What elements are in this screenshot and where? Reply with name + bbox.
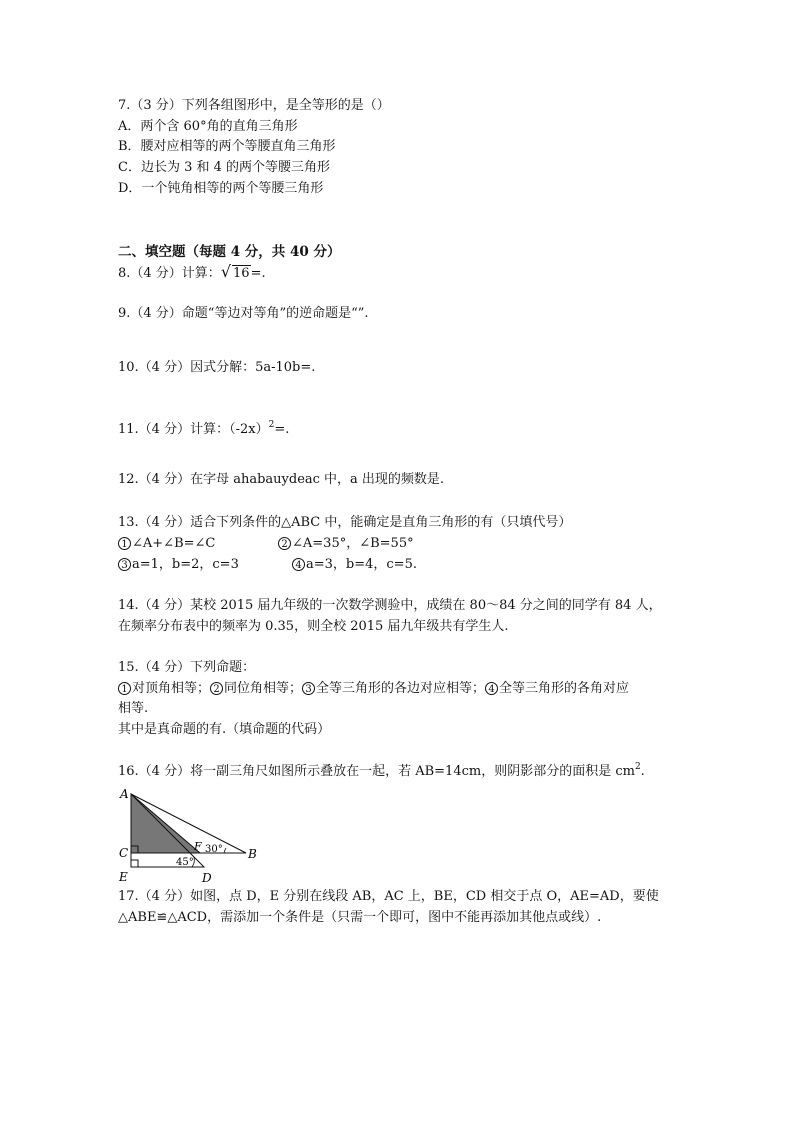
q16-prefix: 16.（4 分）将一副三角尺如图所示叠放在一起，若 AB=14cm，则阴影部分的面积是 cm [118, 764, 635, 779]
label-b: B [248, 847, 257, 861]
label-d: D [202, 871, 212, 885]
q16-exponent: 2 [634, 762, 641, 772]
sqrt-symbol: √ 16 [220, 262, 250, 281]
q7-option-c: C．边长为 3 和 4 的两个等腰三角形 [118, 160, 331, 175]
circled-number: 1 [118, 682, 131, 695]
q8-radicand: 16 [233, 266, 250, 281]
section-title: 二、填空题（每题 4 分，共 40 分） [118, 244, 341, 260]
q11-exponent: 2 [268, 420, 275, 430]
q11-suffix: =. [274, 422, 290, 437]
triangle-rulers-figure [114, 786, 274, 886]
q13-condition-4: 4 a=3，b=4，c=5. [292, 557, 417, 573]
q13-condition-3: 3 a=1，b=2，c=3 [118, 557, 239, 573]
q7-option-a: A．两个含 60°角的直角三角形 [118, 119, 298, 134]
q14-line2: 在频率分布表中的频率为 0.35，则全校 2015 届九年级共有学生人. [118, 619, 509, 634]
circled-number: 2 [210, 682, 223, 695]
q14-line1: 14.（4 分）某校 2015 届九年级的一次数学测验中，成绩在 80～84 分之间的同学有 84 人， [118, 598, 662, 613]
q13-condition-1: 1 ∠A+∠B=∠C [118, 536, 215, 552]
circled-number: 3 [118, 558, 131, 571]
angle-label-45: 45° [176, 857, 194, 868]
label-c: C [119, 846, 129, 860]
q16-suffix: . [640, 764, 645, 779]
label-a: A [120, 787, 129, 801]
angle-label-30: 30° [205, 844, 223, 855]
q12: 12.（4 分）在字母 ahabauydeac 中，a 出现的频数是. [118, 472, 445, 487]
q7-option-b: B．腰对应相等的两个等腰直角三角形 [118, 139, 336, 154]
q16 [118, 764, 645, 781]
circled-number: 2 [278, 537, 291, 550]
label-f: F [194, 840, 202, 853]
q9: 9.（4 分）命题“等边对等角”的逆命题是“”. [118, 306, 369, 321]
circled-number: 3 [302, 682, 315, 695]
q15-stem: 15.（4 分）下列命题： [118, 660, 256, 675]
q17-line1: 17.（4 分）如图，点 D，E 分别在线段 AB，AC 上，BE，CD 相交于点 O，AE=AD，要使 [118, 889, 659, 904]
q7-stem: 7.（3 分）下列各组图形中，是全等形的是（） [118, 98, 390, 113]
q7-option-d: D．一个钝角相等的两个等腰三角形 [118, 181, 324, 196]
shaded-region [131, 794, 200, 853]
q13-condition-2: 2 ∠A=35°，∠B=55° [278, 536, 414, 552]
q11 [118, 422, 289, 439]
q11-prefix: 11.（4 分）计算：（-2x） [118, 422, 269, 437]
q8 [118, 264, 266, 282]
angle-arc-30 [224, 848, 226, 853]
label-e: E [119, 870, 128, 884]
circled-number: 4 [485, 682, 498, 695]
q8-prefix: 8.（4 分）计算： [118, 266, 221, 281]
circled-number: 4 [292, 558, 305, 571]
q13-stem: 13.（4 分）适合下列条件的△ABC 中，能确定是直角三角形的有（只填代号） [118, 515, 572, 530]
circled-number: 1 [118, 537, 131, 550]
q15-line3: 其中是真命题的有.（填命题的代码） [118, 722, 331, 737]
right-angle-mark-e [131, 860, 138, 867]
q15-line2: 相等. [118, 701, 149, 716]
q10: 10.（4 分）因式分解：5a-10b=. [118, 360, 316, 375]
q17-line2: △ABE≌△ACD，需添加一个条件是（只需一个即可，图中不能再添加其他点或线）. [118, 910, 602, 925]
q15-propositions: 1 对顶角相等； 2 同位角相等； 3 全等三角形的各边对应相等； 4 全等三角形的各角对应 [118, 681, 629, 697]
q8-suffix: =. [250, 266, 266, 281]
